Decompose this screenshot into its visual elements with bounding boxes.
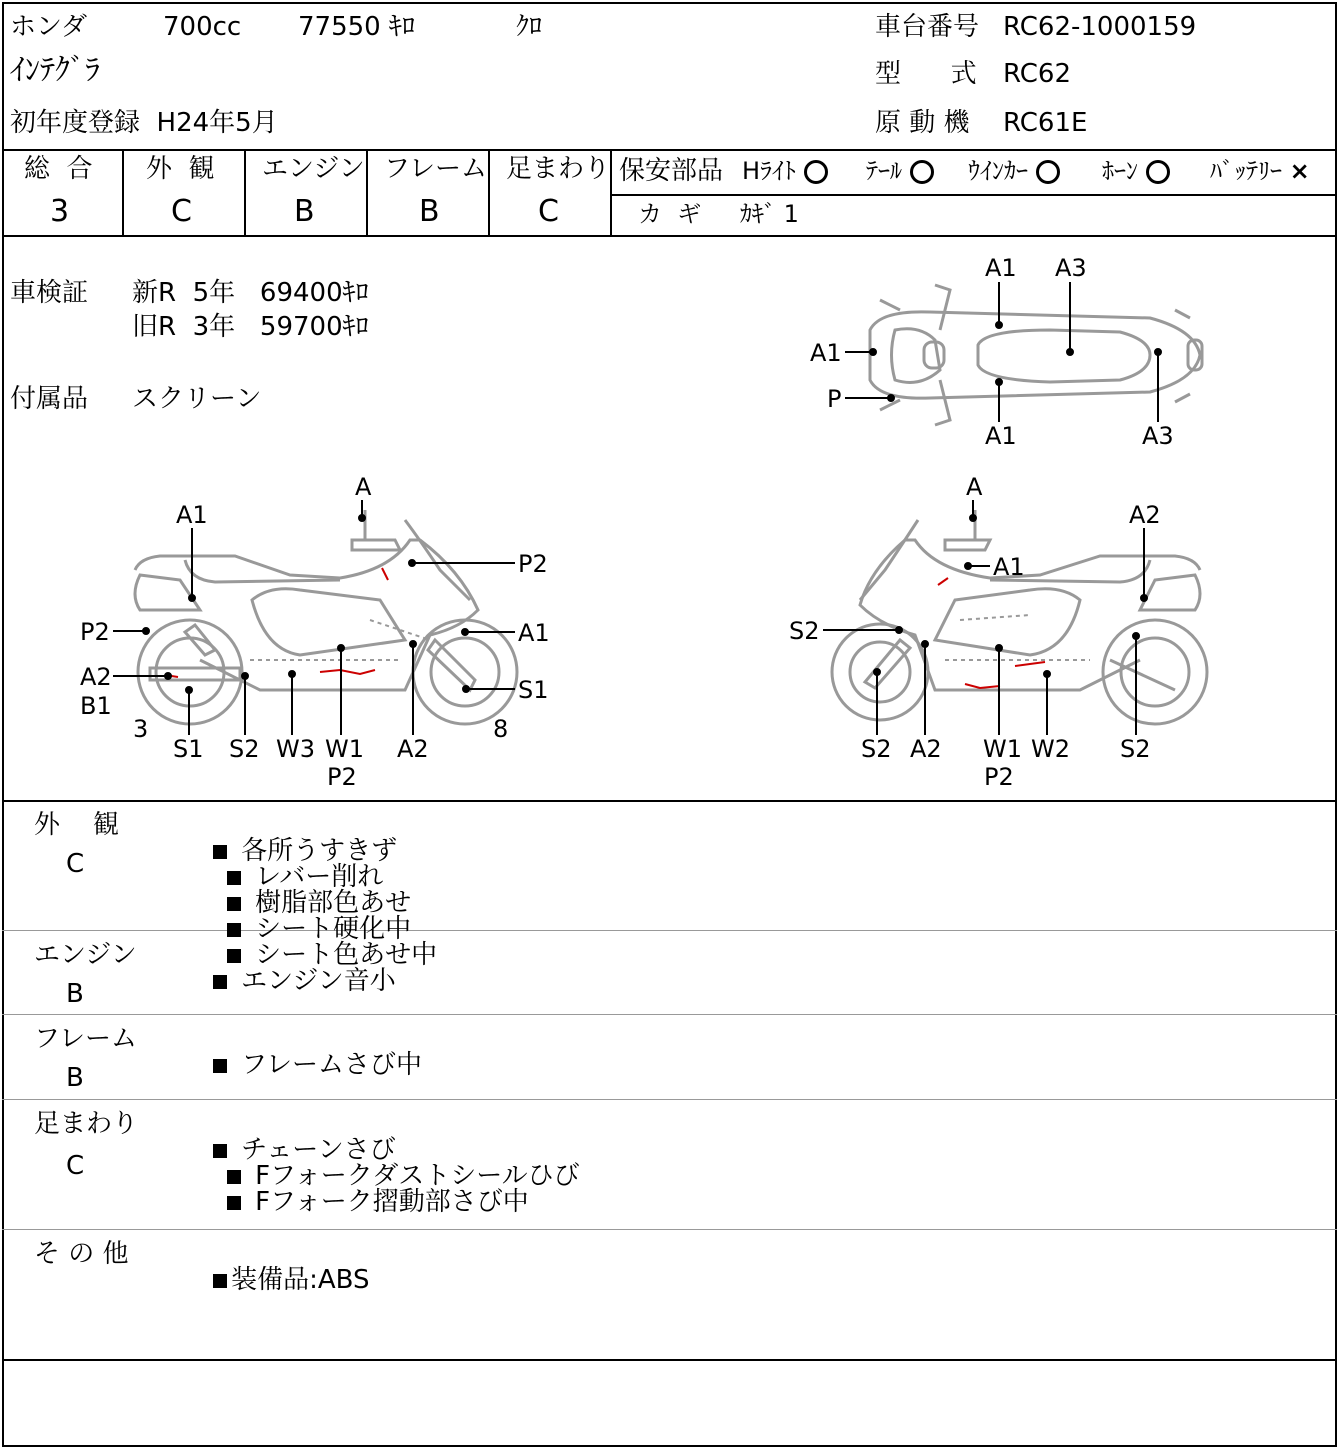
- diagram-label: P: [827, 385, 842, 413]
- label-leaders: [113, 278, 1161, 735]
- diagram-label: W1: [983, 735, 1022, 763]
- diagram-label: S1: [173, 735, 204, 763]
- diagram-label: P2: [518, 550, 548, 578]
- inspection-label: 車検証: [10, 278, 89, 308]
- safety-item-battery: ﾊﾞｯﾃﾘｰ ×: [1210, 157, 1310, 185]
- type-value: RC62: [1003, 59, 1072, 89]
- diagram-label: P2: [327, 763, 357, 791]
- diagram-label: 3: [133, 715, 149, 743]
- bullet-square-icon: [227, 923, 241, 937]
- bullet-square-icon: [213, 1059, 227, 1073]
- diagram-label: S2: [1120, 735, 1151, 763]
- bullet-square-icon: [227, 1170, 241, 1184]
- damage-marks: [165, 568, 1045, 688]
- grade-label: エンジン: [262, 154, 365, 184]
- grade-value: C: [538, 194, 559, 229]
- safety-item-winker: ｳｲﾝｶｰ: [968, 159, 1060, 184]
- diagram-label: P2: [984, 763, 1014, 791]
- safety-item-headlight: Hﾗｲﾄ: [742, 159, 828, 184]
- remark-items: チェーンさび Fフォークダストシールひび Fフォーク摺動部さび中: [180, 1111, 580, 1241]
- diagram-label: S2: [789, 617, 820, 645]
- divider: [2, 800, 1337, 802]
- bike-right-view: [832, 510, 1207, 724]
- diagram-label: B1: [80, 692, 112, 720]
- color: ｸﾛ: [516, 12, 543, 42]
- frame-number: RC62-1000159: [1003, 12, 1197, 42]
- type-label: 型 式: [875, 59, 977, 89]
- diagram-label: P2: [80, 618, 110, 646]
- grade-label: 総 合: [24, 154, 93, 184]
- diagram-label: S2: [861, 735, 892, 763]
- grade-value: C: [171, 194, 192, 229]
- bullet-square-icon: [213, 975, 227, 989]
- engine-value: RC61E: [1003, 108, 1088, 138]
- diagram-label: A1: [985, 254, 1017, 282]
- mileage: 77550 ｷﾛ: [298, 12, 415, 42]
- remark-label: 足まわり: [34, 1109, 139, 1139]
- diagram-label: A3: [1142, 422, 1174, 450]
- diagram-label: A1: [176, 501, 208, 529]
- diagram-label: A: [355, 473, 372, 501]
- diagram-label: S1: [518, 676, 549, 704]
- bullet-square-icon: [227, 871, 241, 885]
- safety-parts-label: 保安部品: [619, 156, 724, 186]
- keys-label: カ ギ: [638, 200, 702, 228]
- grade-label: 足まわり: [506, 154, 611, 184]
- bullet-square-icon: [213, 1274, 227, 1288]
- remark-label: エンジン: [34, 940, 137, 970]
- diagram-label: A: [966, 473, 983, 501]
- diagram-label: A1: [993, 553, 1025, 581]
- diagram-label: W2: [1031, 735, 1070, 763]
- divider: [2, 1359, 1337, 1361]
- bike-top-view: [870, 285, 1202, 425]
- dotted-lines: [250, 615, 1090, 660]
- cross-mark-icon: ×: [1289, 157, 1310, 185]
- diagram-label: 8: [493, 715, 509, 743]
- remark-grade: C: [66, 849, 85, 879]
- diagram-label: S2: [229, 735, 260, 763]
- accessories-label: 付属品: [10, 384, 89, 414]
- remark-items: フレームさび中: [180, 1026, 422, 1104]
- model-name: ｲﾝﾃｸﾞﾗ: [10, 53, 100, 88]
- remark-grade: C: [66, 1151, 85, 1181]
- maker: ホンダ: [10, 12, 87, 42]
- remark-label: 外 観: [34, 810, 120, 840]
- remark-items: 装備品:ABS: [180, 1241, 370, 1319]
- grade-value: B: [294, 194, 315, 229]
- bullet-square-icon: [213, 845, 227, 859]
- grade-value: B: [419, 194, 440, 229]
- remark-grade: B: [66, 1063, 84, 1093]
- diagram-label: A1: [985, 422, 1017, 450]
- remark-label: フレーム: [34, 1024, 137, 1054]
- engine-label: 原 動 機: [875, 108, 970, 138]
- inspection-new: 新R 5年 69400ｷﾛ: [132, 278, 369, 308]
- bullet-square-icon: [227, 1196, 241, 1210]
- remark-items: 各所うすきず レバー削れ 樹脂部色あせ シート硬化中 シート色あせ中: [180, 812, 437, 994]
- remark-label: そ の 他: [34, 1239, 129, 1269]
- inspection-old: 旧R 3年 59700ｷﾛ: [132, 312, 369, 342]
- diagram-label: A2: [1129, 501, 1161, 529]
- first-registration: 初年度登録 H24年5月: [10, 108, 278, 138]
- diagram-label: W3: [276, 735, 315, 763]
- diagram-label: A2: [397, 735, 429, 763]
- bullet-square-icon: [227, 897, 241, 911]
- diagram-label: A2: [80, 663, 112, 691]
- diagram-label: A3: [1055, 254, 1087, 282]
- diagram-label: W1: [325, 735, 364, 763]
- keys-value: ｶｷﾞ 1: [740, 200, 799, 228]
- frame-number-label: 車台番号: [875, 12, 980, 42]
- grade-label: 外 観: [146, 154, 215, 184]
- remark-grade: B: [66, 979, 84, 1009]
- remark-items: エンジン音小: [180, 942, 396, 1020]
- bullet-square-icon: [213, 1144, 227, 1158]
- diagram-label: A1: [810, 339, 842, 367]
- safety-item-horn: ﾎｰﾝ: [1102, 159, 1170, 184]
- diagram-label: A1: [518, 619, 550, 647]
- displacement: 700cc: [163, 12, 242, 42]
- grade-value: 3: [50, 194, 70, 229]
- diagram-label: A2: [910, 735, 942, 763]
- grade-label: フレーム: [384, 154, 487, 184]
- safety-item-taillight: ﾃｰﾙ: [866, 159, 934, 184]
- accessories-value: スクリーン: [132, 384, 262, 414]
